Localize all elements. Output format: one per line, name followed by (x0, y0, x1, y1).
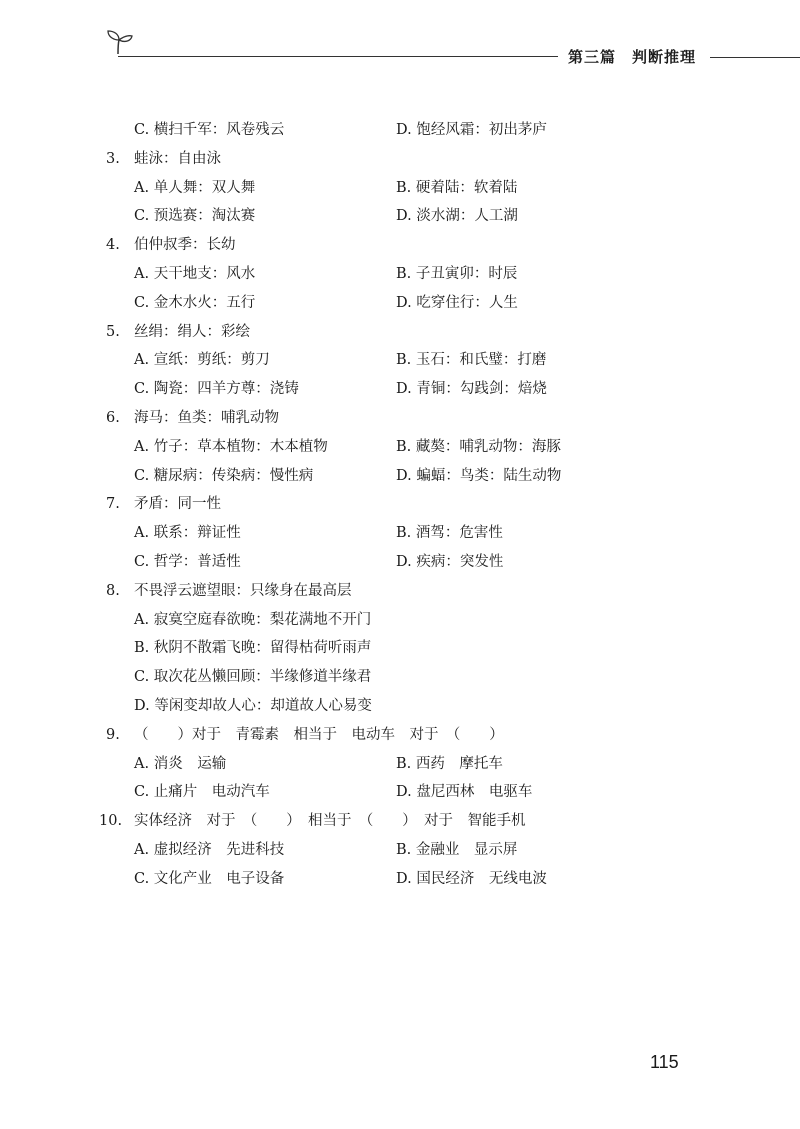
header-rule-left (118, 56, 558, 57)
question-stem-row (0, 577, 800, 606)
option-b: B. 酒驾：危害性 (396, 525, 503, 542)
option-a: A. 消炎 运输 (134, 755, 227, 772)
options-row (0, 836, 800, 865)
option-d: D. 蝙蝠：鸟类：陆生动物 (396, 467, 562, 484)
option-c: C. 哲学：普适性 (134, 553, 241, 570)
options-row (0, 116, 800, 145)
options-row (0, 346, 800, 375)
option-c: C. 金木水火：五行 (134, 294, 256, 311)
option-d: D. 吃穿住行：人生 (396, 294, 518, 311)
question-stem-row (0, 318, 800, 347)
option-d: D. 盘尼西林 电驱车 (396, 784, 533, 801)
option-c: C. 横扫千军：风卷残云 (134, 122, 285, 138)
question-number: 5. (106, 323, 120, 340)
question-number: 6. (106, 409, 120, 426)
question-stem: 矛盾：同一性 (134, 496, 221, 513)
question-stem-row (0, 404, 800, 433)
option-b: B. 西药 摩托车 (396, 755, 503, 772)
option-b: B. 金融业 显示屏 (396, 841, 518, 858)
option-c: C. 止痛片 电动汽车 (134, 784, 270, 801)
options-row (0, 289, 800, 318)
options-row (0, 462, 800, 491)
options-row (0, 202, 800, 231)
page-header (0, 0, 800, 80)
options-row (0, 548, 800, 577)
option-d: D. 饱经风霜：初出茅庐 (396, 122, 547, 138)
options-row (0, 174, 800, 203)
header-rule-right (710, 57, 800, 58)
option-b: B. 子丑寅卯：时辰 (396, 265, 518, 282)
question-number: 7. (106, 496, 120, 513)
option-a: A. 寂寞空庭春欲晚：梨花满地不开门 (134, 611, 372, 628)
option-row (0, 663, 800, 692)
option-d: D. 疾病：突发性 (396, 553, 504, 570)
options-row (0, 750, 800, 779)
option-c: C. 陶瓷：四羊方尊：浇铸 (134, 381, 299, 398)
question-stem-row (0, 145, 800, 174)
question-stem: （ ）对于 青霉素 相当于 电动车 对于 （ ） (134, 726, 504, 743)
question-stem-row (0, 231, 800, 260)
option-c: C. 糖尿病：传染病：慢性病 (134, 467, 314, 484)
question-stem: 伯仲叔季：长幼 (134, 237, 236, 254)
options-row (0, 375, 800, 404)
question-list (0, 116, 800, 894)
option-d: D. 国民经济 无线电波 (396, 870, 547, 887)
question-stem-row (0, 721, 800, 750)
page-number: 115 (650, 1052, 679, 1072)
option-b: B. 秋阴不散霜飞晚：留得枯荷听雨声 (134, 640, 372, 657)
option-a: A. 虚拟经济 先进科技 (134, 841, 285, 858)
options-row (0, 519, 800, 548)
option-row (0, 606, 800, 635)
option-a: A. 竹子：草本植物：木本植物 (134, 438, 328, 455)
option-row (0, 692, 800, 721)
option-a: A. 单人舞：双人舞 (134, 179, 256, 196)
option-c: C. 预选赛：淘汰赛 (134, 208, 256, 225)
option-d: D. 淡水湖：人工湖 (396, 208, 518, 225)
options-row (0, 778, 800, 807)
section-title: 第三篇 判断推理 (568, 48, 697, 66)
question-stem: 实体经济 对于 （ ） 相当于 （ ） 对于 智能手机 (134, 813, 526, 830)
sprout-icon (104, 28, 134, 54)
option-b: B. 藏獒：哺乳动物：海豚 (396, 438, 561, 455)
options-row (0, 865, 800, 894)
question-number: 10. (99, 813, 123, 830)
question-stem-row (0, 807, 800, 836)
question-stem: 海马：鱼类：哺乳动物 (134, 409, 279, 426)
option-c: C. 文化产业 电子设备 (134, 870, 285, 887)
options-row (0, 260, 800, 289)
question-stem: 不畏浮云遮望眼：只缘身在最高层 (134, 582, 352, 599)
options-row (0, 433, 800, 462)
option-a: A. 天干地支：风水 (134, 265, 256, 282)
option-row (0, 634, 800, 663)
option-b: B. 玉石：和氏璧：打磨 (396, 352, 547, 369)
option-d: D. 青铜：勾践剑：焙烧 (396, 381, 547, 398)
question-number: 9. (106, 726, 120, 743)
question-stem-row (0, 490, 800, 519)
question-stem: 丝绢：绢人：彩绘 (134, 323, 250, 340)
option-d: D. 等闲变却故人心：却道故人心易变 (134, 697, 372, 714)
question-number: 3. (106, 150, 120, 167)
option-b: B. 硬着陆：软着陆 (396, 179, 518, 196)
option-a: A. 联系：辩证性 (134, 525, 241, 542)
question-number: 4. (106, 237, 120, 254)
option-a: A. 宣纸：剪纸：剪刀 (134, 352, 270, 369)
option-c: C. 取次花丛懒回顾：半缘修道半缘君 (134, 669, 372, 686)
question-number: 8. (106, 582, 120, 599)
question-stem: 蛙泳：自由泳 (134, 150, 221, 167)
